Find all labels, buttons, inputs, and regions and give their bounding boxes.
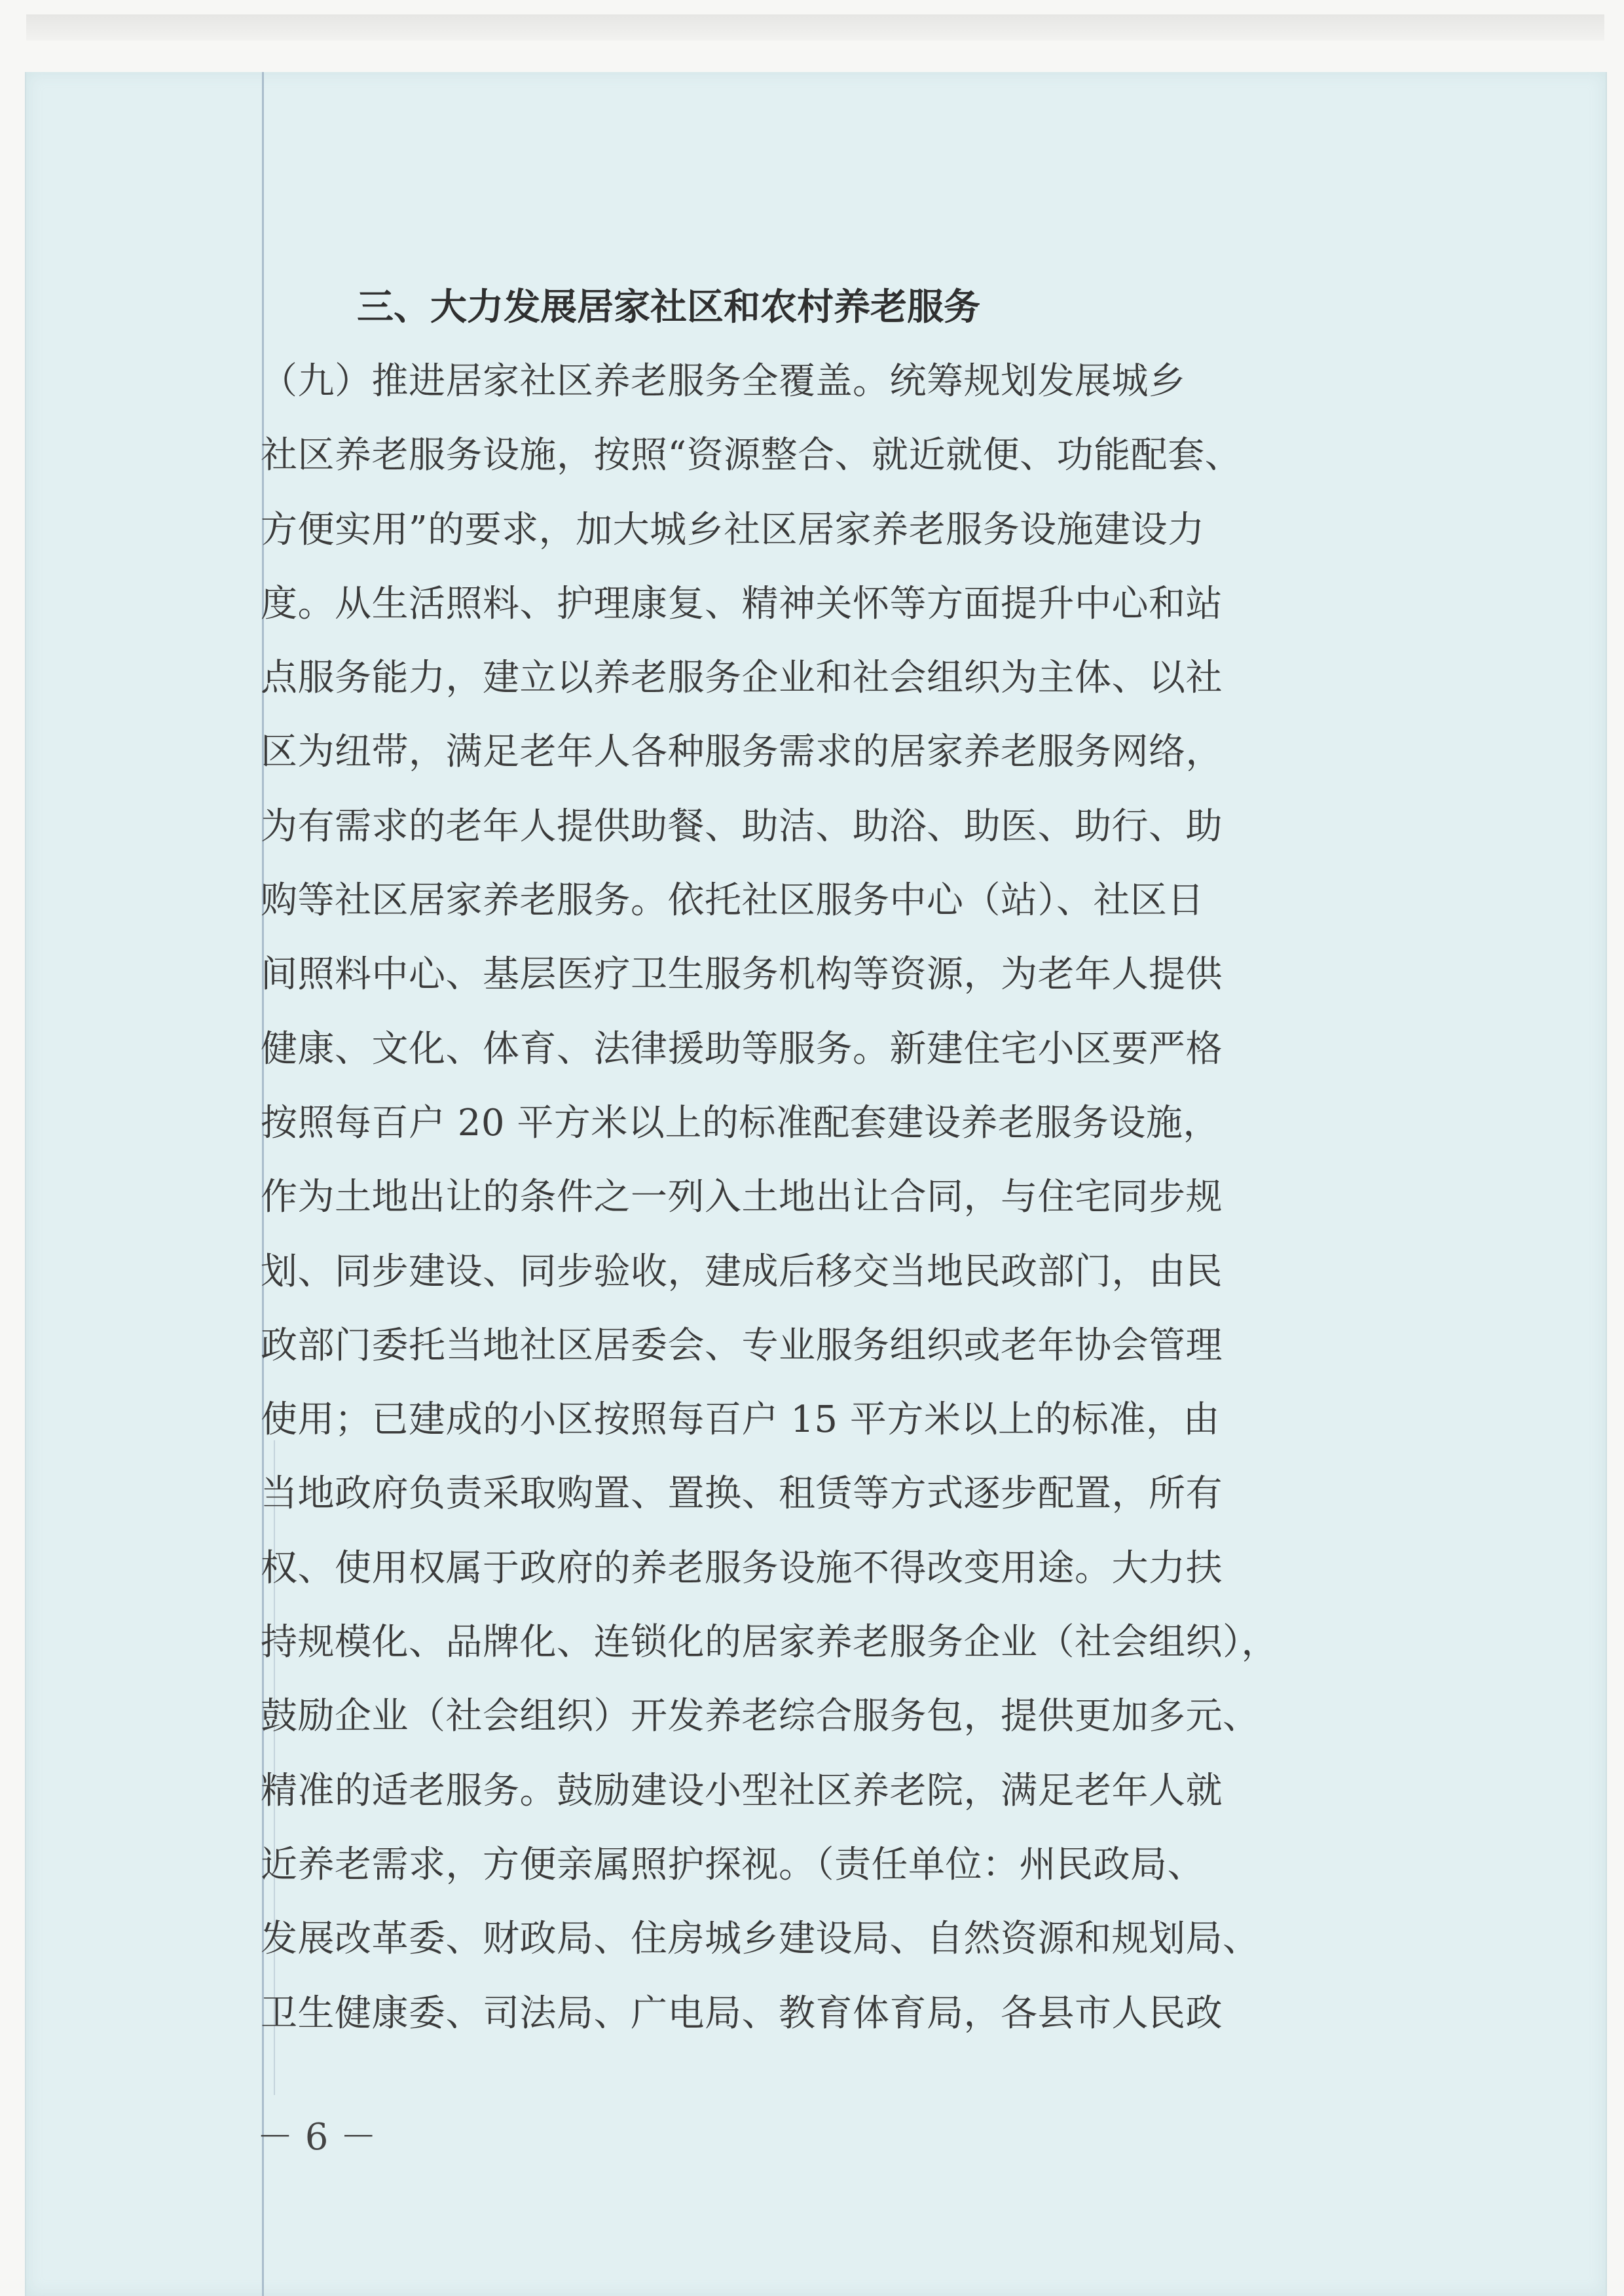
section-heading: 三、大力发展居家社区和农村养老服务 [357, 286, 980, 329]
text-line: 区为纽带，满足老年人各种服务需求的居家养老服务网络， [261, 731, 1223, 774]
text-line: 精准的适老服务。鼓励建设小型社区养老院，满足老年人就 [261, 1769, 1223, 1812]
text-line: 作为土地出让的条件之一列入土地出让合同，与住宅同步规 [261, 1176, 1223, 1219]
text-line: 发展改革委、财政局、住房城乡建设局、自然资源和规划局、 [261, 1918, 1260, 1961]
text-line: 权、使用权属于政府的养老服务设施不得改变用途。大力扶 [261, 1546, 1223, 1590]
text-line: 为有需求的老年人提供助餐、助洁、助浴、助医、助行、助 [261, 805, 1223, 848]
text-line: 间照料中心、基层医疗卫生服务机构等资源，为老年人提供 [261, 953, 1223, 996]
text-line: 划、同步建设、同步验收，建成后移交当地民政部门，由民 [261, 1250, 1223, 1293]
text-line: 使用；已建成的小区按照每百户 15 平方米以上的标准，由 [261, 1398, 1220, 1442]
text-line: 度。从生活照料、护理康复、精神关怀等方面提升中心和站 [261, 582, 1223, 625]
text-line: 鼓励企业（社会组织）开发养老综合服务包，提供更加多元、 [261, 1695, 1260, 1738]
body-paragraph [261, 344, 1361, 2050]
scan-top-edge [26, 14, 1604, 41]
text-line: 持规模化、品牌化、连锁化的居家养老服务企业（社会组织）， [261, 1621, 1278, 1664]
text-line: 购等社区居家养老服务。依托社区服务中心（站）、社区日 [261, 879, 1204, 922]
text-line: 健康、文化、体育、法律援助等服务。新建住宅小区要严格 [261, 1027, 1223, 1070]
page-number: － 6 － [257, 2116, 377, 2159]
text-line: 当地政府负责采取购置、置换、租赁等方式逐步配置，所有 [261, 1472, 1223, 1516]
text-line: 方便实用”的要求，加大城乡社区居家养老服务设施建设力 [261, 508, 1205, 551]
text-line: 点服务能力，建立以养老服务企业和社会组织为主体、以社 [261, 657, 1223, 700]
text-line: 卫生健康委、司法局、广电局、教育体育局，各县市人民政 [261, 1992, 1223, 2035]
text-line: 按照每百户 20 平方米以上的标准配套建设养老服务设施， [261, 1101, 1220, 1144]
text-line: （九）推进居家社区养老服务全覆盖。统筹规划发展城乡 [261, 360, 1186, 403]
text-line: 政部门委托当地社区居委会、专业服务组织或老年协会管理 [261, 1324, 1223, 1367]
text-line: 近养老需求，方便亲属照护探视。（责任单位：州民政局、 [261, 1843, 1204, 1886]
text-line: 社区养老服务设施，按照“资源整合、就近就便、功能配套、 [261, 434, 1242, 477]
